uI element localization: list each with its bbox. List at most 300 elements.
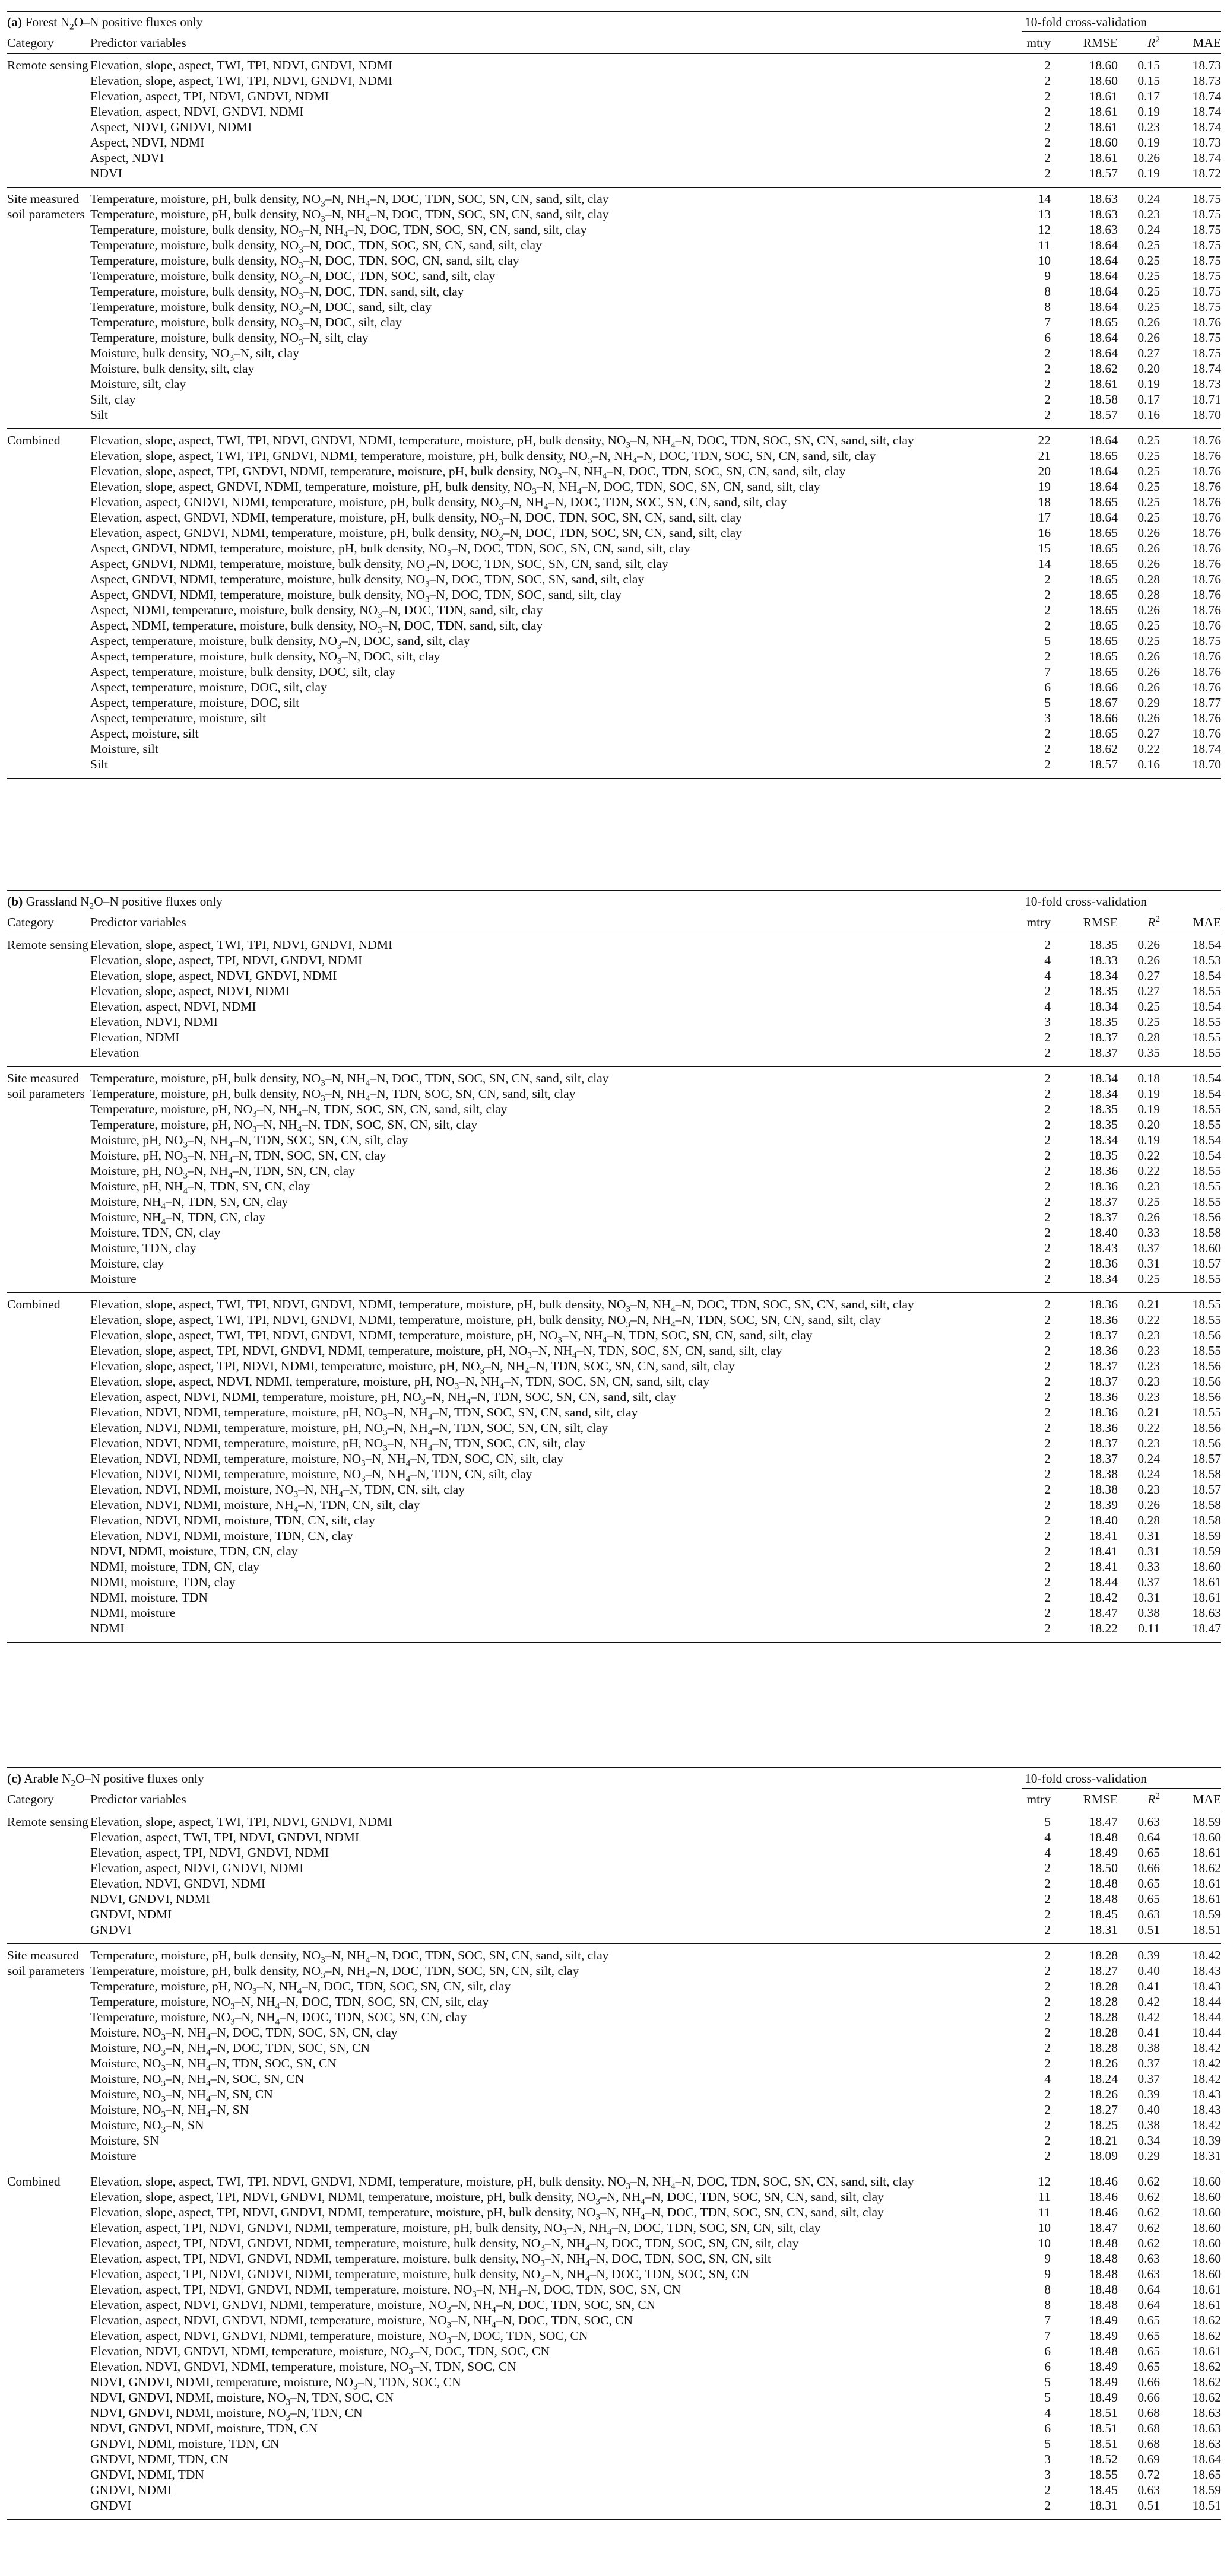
rmse-cell: 18.46 [1089, 2205, 1118, 2219]
rmse-cell: 18.49 [1089, 1846, 1118, 1860]
rmse-cell: 18.60 [1089, 58, 1118, 72]
mae-cell: 18.60 [1192, 2267, 1221, 2281]
predictor-cell: Temperature, moisture, bulk density, $NO_3-N$, $NH_4-N$, DOC, TDN, SOC, SN, CN, sand, silt, clay [90, 223, 587, 240]
r2-cell: 0.23 [1137, 1359, 1160, 1373]
table-row [7, 1420, 1221, 1438]
predictor-cell: Elevation, slope, aspect, TWI, TPI, NDVI, GNDVI, NDMI [90, 58, 393, 72]
column-header-r2: $R^2$ [1147, 914, 1160, 929]
mtry-cell: 2 [1044, 1071, 1051, 1085]
predictor-cell: Temperature, moisture, $NO_3-N$, $NH_4-N$, DOC, TDN, SOC, SN, CN, clay [90, 2010, 467, 2027]
panel-label: (a) [7, 15, 23, 29]
r2-cell: 0.29 [1137, 695, 1160, 710]
rmse-cell: 18.40 [1089, 1513, 1118, 1527]
rmse-cell: 18.35 [1089, 1117, 1118, 1132]
mtry-cell: 2 [1044, 135, 1051, 150]
table-row [7, 2174, 1221, 2189]
rmse-cell: 18.58 [1089, 392, 1118, 406]
rmse-cell: 18.49 [1089, 2313, 1118, 2327]
table-row [7, 2467, 1221, 2482]
r2-cell: 0.63 [1137, 2251, 1160, 2266]
predictor-cell: Elevation, aspect, NDVI, GNDVI, NDMI, temperature, moisture, $NO_3-N$, DOC, TDN, SOC, CN [90, 2329, 588, 2346]
table-row [7, 556, 1221, 574]
mtry-cell: 2 [1044, 618, 1051, 633]
predictor-cell: Elevation, aspect, TPI, NDVI, GNDVI, NDMI, temperature, moisture, bulk density, $NO_3-N$, $NH_4-N$, DOC, TDN, SOC, SN, CN, silt [90, 2251, 771, 2269]
mae-cell: 18.43 [1192, 2102, 1221, 2117]
r2-cell: 0.27 [1137, 346, 1160, 360]
table-row [7, 1876, 1221, 1891]
table-row [7, 2313, 1221, 2328]
mae-cell: 18.71 [1192, 392, 1221, 406]
table-row [7, 392, 1221, 407]
predictor-cell: Temperature, moisture, pH, $NO_3-N$, $NH_4-N$, TDN, SOC, SN, CN, sand, silt, clay [90, 1102, 508, 1119]
mae-cell: 18.54 [1192, 1087, 1221, 1101]
mtry-cell: 2 [1044, 1210, 1051, 1224]
column-header-r2: $R^2$ [1147, 1791, 1160, 1806]
table-panel [7, 11, 1221, 779]
mae-cell: 18.42 [1192, 2056, 1221, 2070]
mae-cell: 18.43 [1192, 2087, 1221, 2101]
mtry-cell: 2 [1044, 1087, 1051, 1101]
mae-cell: 18.42 [1192, 2118, 1221, 2132]
predictor-cell: Elevation, NDVI, GNDVI, NDMI, temperature, moisture, $NO_3-N$, TDN, SOC, CN [90, 2359, 516, 2377]
column-header-mae: MAE [1193, 36, 1221, 50]
table-row [7, 1891, 1221, 1907]
mtry-cell: 7 [1044, 2313, 1051, 2327]
mtry-cell: 2 [1044, 1102, 1051, 1116]
rmse-cell: 18.45 [1089, 1907, 1118, 1921]
table-row [7, 2421, 1221, 2436]
mtry-cell: 2 [1044, 603, 1051, 617]
mtry-cell: 2 [1044, 1498, 1051, 1512]
table-row [7, 119, 1221, 135]
mae-cell: 18.70 [1192, 757, 1221, 771]
table-row [7, 1358, 1221, 1374]
mtry-cell: 2 [1044, 1621, 1051, 1635]
table-row [7, 1101, 1221, 1117]
rmse-cell: 18.26 [1089, 2056, 1118, 2070]
mae-cell: 18.55 [1192, 1405, 1221, 1419]
rmse-cell: 18.34 [1089, 1272, 1118, 1286]
rmse-cell: 18.22 [1089, 1621, 1118, 1635]
table-row [7, 1312, 1221, 1330]
mae-cell: 18.54 [1192, 968, 1221, 983]
predictor-cell: Moisture [90, 1272, 137, 1286]
r2-cell: 0.65 [1137, 2344, 1160, 2358]
table-row [7, 649, 1221, 664]
rmse-cell: 18.62 [1089, 361, 1118, 376]
r2-cell: 0.26 [1137, 541, 1160, 555]
rmse-cell: 18.62 [1089, 742, 1118, 756]
mtry-cell: 4 [1044, 2072, 1051, 2086]
table-row [7, 448, 1221, 466]
table-row [7, 587, 1221, 605]
mae-cell: 18.53 [1192, 953, 1221, 967]
rmse-cell: 18.46 [1089, 2190, 1118, 2204]
column-header-row [7, 911, 1221, 933]
rmse-cell: 18.36 [1089, 1256, 1118, 1270]
rmse-cell: 18.64 [1089, 433, 1118, 447]
rmse-cell: 18.40 [1089, 1225, 1118, 1240]
r2-cell: 0.69 [1137, 2452, 1160, 2466]
mae-cell: 18.54 [1192, 1148, 1221, 1162]
predictor-cell: Moisture, pH, $NO_3-N$, $NH_4-N$, TDN, SN, CN, clay [90, 1164, 355, 1181]
table-row [7, 1405, 1221, 1420]
predictor-cell: Temperature, moisture, bulk density, $NO_3-N$, DOC, TDN, sand, silt, clay [90, 284, 464, 301]
cross-validation-label: 10-fold cross-validation [1025, 15, 1147, 29]
mtry-cell: 5 [1044, 634, 1051, 648]
mtry-cell: 2 [1044, 726, 1051, 741]
table-row [7, 2205, 1221, 2220]
predictor-cell: Elevation, aspect, NDVI, GNDVI, NDMI, temperature, moisture, $NO_3-N$, $NH_4-N$, DOC, TDN, SOC, CN [90, 2313, 633, 2330]
rmse-cell: 18.46 [1089, 2174, 1118, 2189]
mtry-cell: 4 [1044, 2406, 1051, 2420]
mae-cell: 18.75 [1192, 192, 1221, 206]
mtry-cell: 2 [1044, 392, 1051, 406]
rmse-cell: 18.51 [1089, 2406, 1118, 2420]
panel-label: (b) [7, 894, 23, 909]
rmse-cell: 18.28 [1089, 1979, 1118, 1993]
rmse-cell: 18.49 [1089, 2329, 1118, 2343]
r2-cell: 0.23 [1137, 1436, 1160, 1450]
mae-cell: 18.51 [1192, 1923, 1221, 1937]
predictor-cell: Temperature, moisture, pH, bulk density, $NO_3-N$, $NH_4-N$, DOC, TDN, SOC, SN, CN, sand, silt, clay [90, 1071, 609, 1088]
r2-cell: 0.19 [1137, 104, 1160, 119]
table-row [7, 1209, 1221, 1225]
rmse-cell: 18.64 [1089, 284, 1118, 298]
predictor-cell: Elevation, aspect, NDVI, GNDVI, NDMI [90, 1861, 304, 1875]
mae-cell: 18.75 [1192, 331, 1221, 345]
predictor-cell: Elevation, slope, aspect, TPI, NDVI, GNDVI, NDMI, temperature, moisture, pH, $NO_3-N$, $NH_4-N$, TDN, SOC, SN, CN, sand, silt, clay [90, 1343, 782, 1361]
mtry-cell: 2 [1044, 58, 1051, 72]
mtry-cell: 7 [1044, 2329, 1051, 2343]
mae-cell: 18.75 [1192, 223, 1221, 237]
rmse-cell: 18.65 [1089, 315, 1118, 329]
table-row [7, 268, 1221, 284]
mae-cell: 18.70 [1192, 408, 1221, 422]
predictor-cell: Elevation, slope, aspect, TPI, NDVI, GNDVI, NDMI, temperature, moisture, pH, bulk density, $NO_3-N$, $NH_4-N$, DOC, TDN, SOC, SN, CN, sand, silt, clay [90, 2205, 884, 2222]
rmse-cell: 18.09 [1089, 2149, 1118, 2163]
predictor-cell: Moisture, $NO_3-N$, $NH_4-N$, SN, CN [90, 2087, 273, 2104]
rmse-cell: 18.47 [1089, 2221, 1118, 2235]
table-group [7, 1067, 1221, 1293]
r2-cell: 0.41 [1137, 2025, 1160, 2040]
r2-cell: 0.24 [1137, 1451, 1160, 1466]
r2-cell: 0.66 [1137, 2375, 1160, 2389]
predictor-cell: Elevation, NDVI, NDMI, temperature, moisture, $NO_3-N$, $NH_4-N$, TDN, CN, silt, clay [90, 1467, 532, 1484]
r2-cell: 0.25 [1137, 449, 1160, 463]
predictor-cell: Elevation, aspect, GNDVI, NDMI, temperature, moisture, pH, bulk density, $NO_3-N$, DOC, TDN, SOC, SN, CN, sand, silt, clay [90, 526, 742, 543]
table-row [7, 1014, 1221, 1030]
predictor-cell: Elevation, aspect, GNDVI, NDMI, temperature, moisture, pH, bulk density, $NO_3-N$, $NH_4-N$, DOC, TDN, SOC, SN, CN, sand, silt, clay [90, 495, 787, 512]
predictor-cell: GNDVI [90, 1923, 132, 1937]
mae-cell: 18.58 [1192, 1498, 1221, 1512]
rmse-cell: 18.64 [1089, 253, 1118, 268]
rmse-cell: 18.37 [1089, 1374, 1118, 1389]
rmse-cell: 18.49 [1089, 2375, 1118, 2389]
r2-cell: 0.22 [1137, 742, 1160, 756]
table-row [7, 602, 1221, 618]
mae-cell: 18.75 [1192, 269, 1221, 283]
r2-cell: 0.25 [1137, 479, 1160, 494]
r2-cell: 0.65 [1137, 1846, 1160, 1860]
rmse-cell: 18.66 [1089, 680, 1118, 694]
predictor-cell: Elevation, NDVI, NDMI, temperature, moisture, pH, $NO_3-N$, $NH_4-N$, TDN, SOC, CN, silt, clay [90, 1436, 585, 1453]
mae-cell: 18.54 [1192, 999, 1221, 1014]
table-row [7, 571, 1221, 587]
r2-cell: 0.21 [1137, 1297, 1160, 1311]
column-header-mtry: mtry [1026, 36, 1051, 50]
r2-cell: 0.42 [1137, 1994, 1160, 2009]
rmse-cell: 18.66 [1089, 711, 1118, 725]
mae-cell: 18.74 [1192, 104, 1221, 119]
rmse-cell: 18.51 [1089, 2437, 1118, 2451]
mtry-cell: 2 [1044, 346, 1051, 360]
r2-cell: 0.26 [1137, 680, 1160, 694]
r2-cell: 0.27 [1137, 726, 1160, 741]
predictor-cell: Aspect, GNDVI, NDMI, temperature, moisture, pH, bulk density, $NO_3-N$, DOC, TDN, SOC, SN, CN, sand, silt, clay [90, 541, 690, 558]
table-row [7, 191, 1221, 207]
predictor-cell: Elevation, aspect, TPI, NDVI, GNDVI, NDMI, temperature, moisture, bulk density, $NO_3-N$, $NH_4-N$, DOC, TDN, SOC, SN, CN, silt, clay [90, 2236, 799, 2253]
predictor-cell: NDVI, GNDVI, NDMI, moisture, $NO_3-N$, TDN, CN [90, 2406, 363, 2423]
mtry-cell: 2 [1044, 2149, 1051, 2163]
table-row [7, 237, 1221, 253]
table-row [7, 968, 1221, 983]
predictor-cell: GNDVI, NDMI, TDN, CN [90, 2452, 229, 2466]
predictor-cell: Aspect, temperature, moisture, bulk density, $NO_3-N$, DOC, sand, silt, clay [90, 634, 470, 651]
predictor-cell: Moisture, $NO_3-N$, $NH_4-N$, SN [90, 2102, 249, 2120]
mtry-cell: 8 [1044, 2298, 1051, 2312]
table-row [7, 1435, 1221, 1451]
r2-cell: 0.62 [1137, 2221, 1160, 2235]
table-row [7, 1829, 1221, 1845]
rmse-cell: 18.39 [1089, 1498, 1118, 1512]
table-row [7, 952, 1221, 968]
rmse-cell: 18.52 [1089, 2452, 1118, 2466]
table-row [7, 1451, 1221, 1469]
panel-title [7, 15, 202, 30]
predictor-cell: Elevation, slope, aspect, NDVI, NDMI [90, 984, 290, 998]
column-header-row [7, 1789, 1221, 1810]
mae-cell: 18.42 [1192, 2072, 1221, 2086]
r2-cell: 0.31 [1137, 1256, 1160, 1270]
r2-cell: 0.25 [1137, 1195, 1160, 1209]
mtry-cell: 2 [1044, 587, 1051, 602]
predictor-cell: Moisture, pH, $NO_3-N$, $NH_4-N$, TDN, SOC, SN, CN, clay [90, 1148, 386, 1165]
predictor-cell: Moisture, SN [90, 2133, 159, 2148]
mtry-cell: 2 [1044, 166, 1051, 180]
rmse-cell: 18.42 [1089, 1590, 1118, 1605]
predictor-cell: Elevation, aspect, NDVI, NDMI, temperature, moisture, pH, $NO_3-N$, $NH_4-N$, TDN, SOC, SN, CN, sand, silt, clay [90, 1390, 676, 1407]
mtry-cell: 3 [1044, 2467, 1051, 2482]
table-row [7, 2148, 1221, 2164]
rmse-cell: 18.24 [1089, 2072, 1118, 2086]
mtry-cell: 2 [1044, 1328, 1051, 1342]
table-group [7, 1810, 1221, 1944]
mtry-cell: 2 [1044, 1451, 1051, 1466]
mtry-cell: 2 [1044, 1390, 1051, 1404]
mtry-cell: 19 [1038, 479, 1051, 494]
rmse-cell: 18.28 [1089, 2025, 1118, 2040]
mae-cell: 18.31 [1192, 2149, 1221, 2163]
rmse-cell: 18.37 [1089, 1030, 1118, 1044]
mae-cell: 18.74 [1192, 151, 1221, 165]
mtry-cell: 2 [1044, 1164, 1051, 1178]
r2-cell: 0.68 [1137, 2406, 1160, 2420]
mae-cell: 18.56 [1192, 1210, 1221, 1224]
mtry-cell: 4 [1044, 999, 1051, 1014]
rmse-cell: 18.36 [1089, 1313, 1118, 1327]
mae-cell: 18.61 [1192, 2344, 1221, 2358]
r2-cell: 0.24 [1137, 192, 1160, 206]
table-group [7, 2170, 1221, 2520]
mae-cell: 18.57 [1192, 1451, 1221, 1466]
table-row [7, 757, 1221, 772]
mtry-cell: 2 [1044, 1133, 1051, 1147]
table-row [7, 1994, 1221, 2012]
mae-cell: 18.60 [1192, 2221, 1221, 2235]
table-group [7, 933, 1221, 1067]
mae-cell: 18.76 [1192, 603, 1221, 617]
table-row [7, 1194, 1221, 1212]
rmse-cell: 18.65 [1089, 649, 1118, 663]
predictor-cell: Elevation, NDVI, NDMI [90, 1015, 218, 1029]
rmse-cell: 18.61 [1089, 104, 1118, 119]
r2-cell: 0.65 [1137, 1876, 1160, 1891]
mae-cell: 18.61 [1192, 1892, 1221, 1906]
predictor-cell: Aspect, NDVI, GNDVI, NDMI [90, 120, 252, 134]
panel-header [7, 11, 1221, 32]
mtry-cell: 2 [1044, 89, 1051, 103]
predictor-cell: Elevation, NDVI, NDMI, moisture, $NO_3-N$, $NH_4-N$, TDN, CN, silt, clay [90, 1482, 465, 1500]
predictor-cell: Temperature, moisture, bulk density, $NO_3-N$, DOC, silt, clay [90, 315, 402, 332]
mae-cell: 18.55 [1192, 1030, 1221, 1044]
predictor-cell: Moisture, pH, $NH_4-N$, TDN, SN, CN, clay [90, 1179, 310, 1196]
mtry-cell: 2 [1044, 984, 1051, 998]
category-label: Remote sensing [7, 1815, 88, 1829]
predictor-cell: Elevation [90, 1046, 139, 1060]
predictor-cell: Temperature, moisture, pH, $NO_3-N$, $NH_4-N$, TDN, SOC, SN, CN, silt, clay [90, 1117, 478, 1135]
mae-cell: 18.76 [1192, 618, 1221, 633]
table-row [7, 1327, 1221, 1343]
r2-cell: 0.26 [1137, 649, 1160, 663]
r2-cell: 0.26 [1137, 151, 1160, 165]
predictor-cell: NDVI, GNDVI, NDMI, moisture, $NO_3-N$, TDN, SOC, CN [90, 2390, 394, 2407]
rmse-cell: 18.36 [1089, 1421, 1118, 1435]
r2-cell: 0.68 [1137, 2437, 1160, 2451]
predictor-cell: GNDVI, NDMI [90, 1907, 172, 1921]
r2-cell: 0.24 [1137, 223, 1160, 237]
mtry-cell: 2 [1044, 74, 1051, 88]
predictor-cell: GNDVI, NDMI [90, 2483, 172, 2497]
predictor-cell: Aspect, NDMI, temperature, moisture, bulk density, $NO_3-N$, DOC, TDN, sand, silt, clay [90, 618, 543, 636]
rmse-cell: 18.28 [1089, 1994, 1118, 2009]
mtry-cell: 2 [1044, 2133, 1051, 2148]
predictor-cell: Aspect, NDVI, NDMI [90, 135, 205, 150]
mtry-cell: 2 [1044, 1861, 1051, 1875]
predictor-cell: Moisture [90, 2149, 137, 2163]
rmse-cell: 18.25 [1089, 2118, 1118, 2132]
mae-cell: 18.75 [1192, 634, 1221, 648]
mae-cell: 18.65 [1192, 2467, 1221, 2482]
r2-cell: 0.26 [1137, 1498, 1160, 1512]
r2-cell: 0.39 [1137, 1948, 1160, 1962]
r2-cell: 0.23 [1137, 1343, 1160, 1358]
rmse-cell: 18.27 [1089, 2102, 1118, 2117]
rmse-cell: 18.63 [1089, 207, 1118, 221]
mae-cell: 18.59 [1192, 2483, 1221, 2497]
table-row [7, 1963, 1221, 1981]
mae-cell: 18.74 [1192, 742, 1221, 756]
table-row [7, 1907, 1221, 1922]
rmse-cell: 18.35 [1089, 938, 1118, 952]
r2-cell: 0.37 [1137, 1575, 1160, 1589]
panel-title [7, 1771, 204, 1789]
rmse-cell: 18.64 [1089, 331, 1118, 345]
mae-cell: 18.60 [1192, 2205, 1221, 2219]
r2-cell: 0.64 [1137, 2282, 1160, 2297]
table-row [7, 433, 1221, 448]
mae-cell: 18.76 [1192, 587, 1221, 602]
r2-cell: 0.23 [1137, 120, 1160, 134]
mtry-cell: 2 [1044, 1513, 1051, 1527]
predictor-cell: Elevation, slope, aspect, TWI, TPI, NDVI, GNDVI, NDMI, temperature, moisture, pH, $NO_3-N$, $NH_4-N$, TDN, SOC, SN, CN, sand, silt, clay [90, 1328, 813, 1345]
r2-cell: 0.26 [1137, 665, 1160, 679]
mae-cell: 18.60 [1192, 2251, 1221, 2266]
predictor-cell: Moisture, $NO_3-N$, $NH_4-N$, SOC, SN, CN [90, 2072, 305, 2089]
table-row [7, 1845, 1221, 1860]
mae-cell: 18.55 [1192, 1015, 1221, 1029]
rmse-cell: 18.64 [1089, 510, 1118, 525]
panel-title [7, 894, 223, 909]
predictor-cell: Elevation, aspect, TPI, NDVI, GNDVI, NDMI, temperature, moisture, $NO_3-N$, $NH_4-N$, DOC, TDN, SOC, SN, CN [90, 2282, 681, 2299]
rmse-cell: 18.61 [1089, 377, 1118, 391]
mae-cell: 18.55 [1192, 1313, 1221, 1327]
table-row [7, 2297, 1221, 2313]
mae-cell: 18.61 [1192, 1575, 1221, 1589]
mae-cell: 18.55 [1192, 984, 1221, 998]
mtry-cell: 2 [1044, 1964, 1051, 1978]
table-row [7, 679, 1221, 695]
rmse-cell: 18.36 [1089, 1343, 1118, 1358]
mtry-cell: 13 [1038, 207, 1051, 221]
predictor-cell: Elevation, NDVI, GNDVI, NDMI, temperature, moisture, $NO_3-N$, DOC, TDN, SOC, CN [90, 2344, 550, 2361]
predictor-cell: Moisture, $NO_3-N$, $NH_4-N$, TDN, SOC, SN, CN [90, 2056, 337, 2073]
table-row [7, 2056, 1221, 2071]
mtry-cell: 2 [1044, 2041, 1051, 2055]
table-group [7, 1944, 1221, 2170]
table-row [7, 2343, 1221, 2359]
predictor-cell: GNDVI, NDMI, moisture, TDN, CN [90, 2437, 280, 2451]
table-row [7, 315, 1221, 330]
predictor-cell: Moisture, silt [90, 742, 158, 756]
r2-cell: 0.25 [1137, 510, 1160, 525]
predictor-cell: Elevation, slope, aspect, TPI, NDVI, GNDVI, NDMI [90, 953, 363, 967]
table-row [7, 1117, 1221, 1135]
mae-cell: 18.76 [1192, 433, 1221, 447]
r2-cell: 0.39 [1137, 2087, 1160, 2101]
r2-cell: 0.25 [1137, 618, 1160, 633]
predictor-cell: Elevation, slope, aspect, TWI, TPI, NDVI, GNDVI, NDMI [90, 1815, 393, 1829]
r2-cell: 0.22 [1137, 1313, 1160, 1327]
mae-cell: 18.61 [1192, 2282, 1221, 2297]
mtry-cell: 2 [1044, 120, 1051, 134]
predictor-cell: Temperature, moisture, bulk density, $NO_3-N$, DOC, sand, silt, clay [90, 300, 432, 317]
r2-cell: 0.25 [1137, 433, 1160, 447]
mtry-cell: 2 [1044, 2025, 1051, 2040]
mtry-cell: 8 [1044, 2282, 1051, 2297]
table-row [7, 2328, 1221, 2346]
mtry-cell: 17 [1038, 510, 1051, 525]
